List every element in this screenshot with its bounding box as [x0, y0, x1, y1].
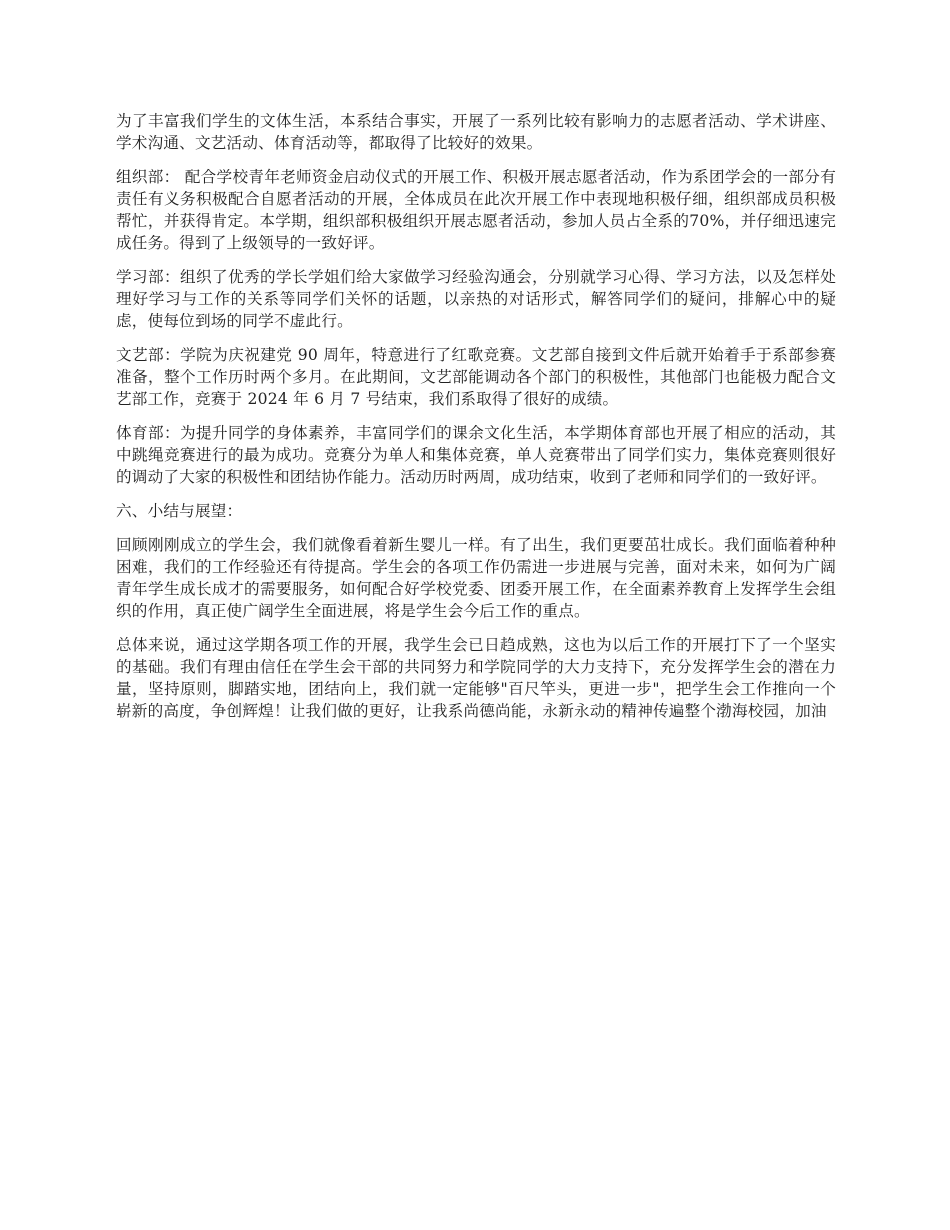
paragraph-arts-dept: 文艺部：学院为庆祝建党 90 周年，特意进行了红歌竞赛。文艺部自接到文件后就开始着手于系部参赛准备，整个工作历时两个多月。在此期间，文艺部能调动各个部门的积极性，其他部门也能极力配合文艺部工作，竞赛于 2024 年 6 月 7 号结束，我们系取得了很好的成绩。	[116, 346, 836, 408]
paragraph-sports-dept: 体育部：为提升同学的身体素养，丰富同学们的课余文化生活，本学期体育部也开展了相应的活动，其中跳绳竞赛进行的最为成功。竞赛分为单人和集体竞赛，单人竞赛带出了同学们实力，集体竞赛则很好的调动了大家的积极性和团结协作能力。活动历时两周，成功结束，收到了老师和同学们的一致好评。	[116, 424, 836, 486]
document-body	[116, 110, 836, 734]
paragraph-organization-dept: 组织部： 配合学校青年老师资金启动仪式的开展工作、积极开展志愿者活动，作为系团学会的一部分有责任有义务积极配合自愿者活动的开展，全体成员在此次开展工作中表现地积极仔细，组织部成员积极帮忙，并获得肯定。本学期，组织部积极组织开展志愿者活动，参加人员占全系的70%，并仔细迅速完成任务。得到了上级领导的一致好评。	[116, 168, 836, 252]
section-heading-summary: 六、小结与展望：	[116, 502, 243, 520]
paragraph-intro: 为了丰富我们学生的文体生活，本系结合事实，开展了一系列比较有影响力的志愿者活动、学术讲座、学术沟通、文艺活动、体育活动等，都取得了比较好的效果。	[116, 112, 836, 152]
paragraph-conclusion: 总体来说，通过这学期各项工作的开展，我学生会已日趋成熟，这也为以后工作的开展打下了一个坚实的基础。我们有理由信任在学生会干部的共同努力和学院同学的大力支持下，充分发挥学生会的潜在力量，坚持原则，脚踏实地，团结向上，我们就一定能够"百尺竿头，更进一步"，把学生会工作推向一个崭新的高度，争创辉煌！让我们做的更好，让我系尚德尚能，永新永动的精神传遍整个渤海校园，加油	[116, 636, 836, 720]
paragraph-review: 回顾刚刚成立的学生会，我们就像看着新生婴儿一样。有了出生，我们更要茁壮成长。我们面临着种种困难，我们的工作经验还有待提高。学生会的各项工作仍需进一步进展与完善，面对未来，如何为广阔青年学生成长成才的需要服务，如何配合好学校党委、团委开展工作，在全面素养教育上发挥学生会组织的作用，真正使广阔学生全面进展，将是学生会今后工作的重点。	[116, 536, 836, 620]
paragraph-study-dept: 学习部：组织了优秀的学长学姐们给大家做学习经验沟通会，分别就学习心得、学习方法，以及怎样处理好学习与工作的关系等同学们关怀的话题，以亲热的对话形式，解答同学们的疑问，排解心中的疑虑，使每位到场的同学不虚此行。	[116, 268, 836, 330]
